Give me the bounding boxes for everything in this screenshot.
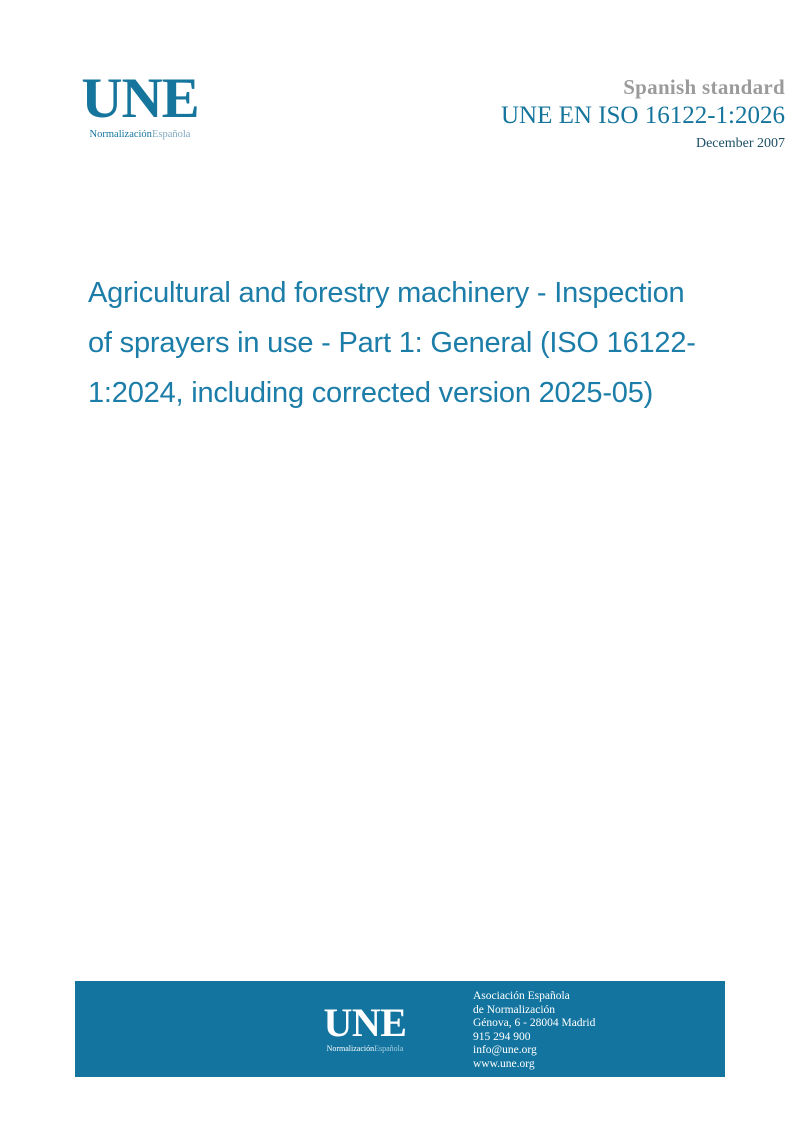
une-logo	[80, 67, 200, 141]
footer-logo-tagline-light: Española	[374, 1044, 404, 1053]
une-logo-tagline-bold: Normalización	[89, 129, 152, 140]
footer-org-line1: Asociación Española	[473, 990, 570, 1002]
footer-contact-block	[473, 990, 595, 1072]
footer-une-logo	[285, 1000, 445, 1054]
footer-org-line2: de Normalización	[473, 1003, 556, 1016]
standard-code: UNE EN ISO 16122-1:2026	[500, 102, 785, 129]
standard-type: Spanish standard	[623, 75, 785, 99]
document-title: Agricultural and forestry machinery - Inspection of sprayers in use - Part 1: General (ISO 16122-1:2024, including corrected version 2025-05)	[88, 277, 696, 409]
une-logo-tagline-light: Española	[151, 129, 191, 140]
footer-phone: 915 294 900	[473, 1030, 531, 1043]
footer-address: Génova, 6 - 28004 Madrid	[473, 1017, 596, 1030]
page-footer	[75, 981, 725, 1077]
footer-website[interactable]: www.une.org	[473, 1057, 535, 1070]
footer-logo-tagline	[285, 1044, 445, 1054]
une-logo-wordmark: UNE	[81, 67, 199, 130]
standard-identification	[501, 74, 785, 154]
standard-date: December 2007	[695, 136, 785, 151]
une-logo-tagline	[80, 129, 200, 141]
footer-email[interactable]: info@une.org	[473, 1044, 537, 1057]
footer-logo-tagline-bold: Normalización	[326, 1044, 375, 1053]
page-header	[0, 62, 800, 172]
footer-logo-wordmark: UNE	[323, 1000, 407, 1045]
